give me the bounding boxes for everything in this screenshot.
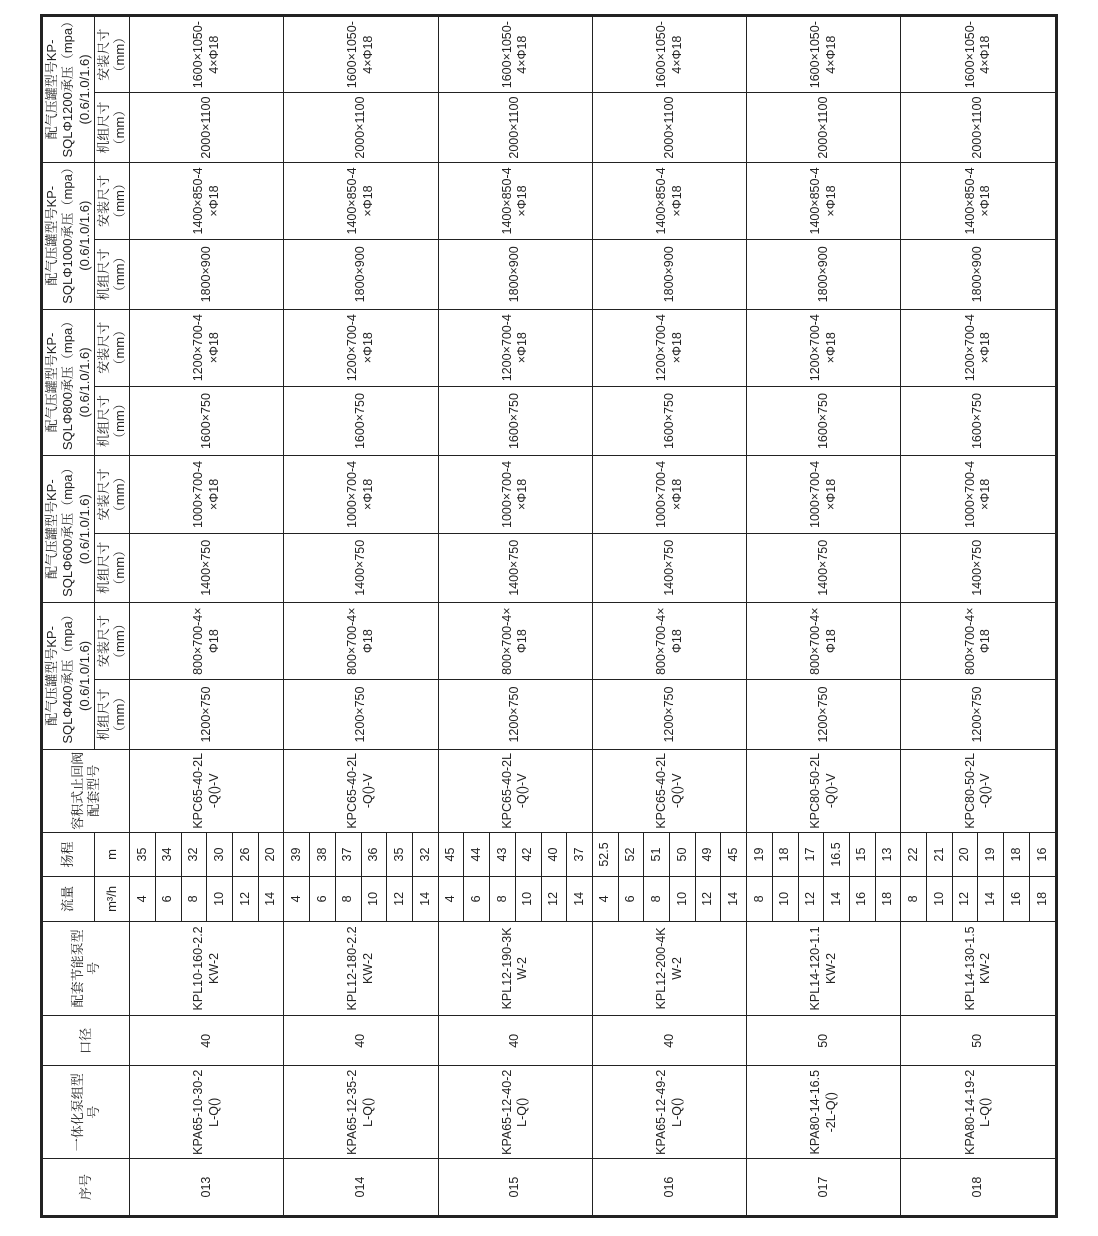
flow-cell: 14 (721, 877, 747, 921)
flow-cell: 6 (464, 877, 490, 921)
flow-cell: 16 (849, 877, 875, 921)
pump-model-cell: KPA80-14-16.5-2L-Q() (747, 1066, 901, 1159)
flow-cell: 18 (875, 877, 901, 921)
seq-cell: 013 (130, 1159, 284, 1217)
unit-size-cell: 1600×750 (747, 386, 901, 456)
install-size-cell: 1000×700-4×Φ18 (284, 456, 438, 533)
install-size-cell: 1600×1050-4×Φ18 (747, 16, 901, 93)
table-row (130, 16, 156, 1217)
install-size-cell: 1600×1050-4×Φ18 (284, 16, 438, 93)
flow-cell: 12 (541, 877, 567, 921)
valve-cell: KPC80-50-2L-Q()-V (747, 749, 901, 832)
unit-size-cell: 1800×900 (284, 240, 438, 310)
energy-pump-cell: KPL12-200-4KW-2 (592, 921, 746, 1016)
unit-size-cell: 1600×750 (592, 386, 746, 456)
header-tank-400: 配气压罐型号KP-SQLΦ400承压（mpa）(0.6/1.0/1.6) (42, 603, 95, 750)
unit-size-cell: 1800×900 (130, 240, 284, 310)
header-flow: 流量 (42, 877, 95, 921)
head-cell: 39 (284, 832, 310, 876)
flow-cell: 8 (901, 877, 927, 921)
flow-cell: 6 (310, 877, 336, 921)
install-size-cell: 1000×700-4×Φ18 (901, 456, 1057, 533)
install-size-cell: 1000×700-4×Φ18 (592, 456, 746, 533)
seq-cell: 016 (592, 1159, 746, 1217)
install-size-cell: 800×700-4×Φ18 (284, 603, 438, 680)
caliber-cell: 40 (438, 1016, 592, 1066)
header-seq: 序号 (42, 1159, 130, 1217)
header-install-size: 安装尺寸（mm） (94, 603, 130, 680)
header-head: 扬程 (42, 832, 95, 876)
flow-cell: 14 (412, 877, 438, 921)
header-install-size: 安装尺寸（mm） (94, 16, 130, 93)
header-install-size: 安装尺寸（mm） (94, 456, 130, 533)
flow-cell: 12 (952, 877, 978, 921)
head-cell: 18 (1004, 832, 1030, 876)
head-cell: 26 (233, 832, 259, 876)
install-size-cell: 1600×1050-4×Φ18 (130, 16, 284, 93)
header-unit-size: 机组尺寸（mm） (94, 93, 130, 163)
head-cell: 19 (978, 832, 1004, 876)
seq-cell: 018 (901, 1159, 1057, 1217)
header-tank-600: 配气压罐型号KP-SQLΦ600承压（mpa）(0.6/1.0/1.6) (42, 456, 95, 603)
unit-size-cell: 1800×900 (901, 240, 1057, 310)
head-cell: 30 (207, 832, 233, 876)
pump-spec-table (40, 14, 1058, 1218)
flow-cell: 10 (207, 877, 233, 921)
valve-cell: KPC65-40-2L-Q()-V (438, 749, 592, 832)
flow-cell: 4 (130, 877, 156, 921)
header-unit-size: 机组尺寸（mm） (94, 680, 130, 750)
table-row (438, 16, 464, 1217)
unit-size-cell: 2000×1100 (284, 93, 438, 163)
install-size-cell: 1200×700-4×Φ18 (284, 309, 438, 386)
pump-model-cell: KPA65-12-40-2L-Q() (438, 1066, 592, 1159)
install-size-cell: 800×700-4×Φ18 (747, 603, 901, 680)
table-row (284, 16, 310, 1217)
header-tank-1000: 配气压罐型号KP-SQLΦ1000承压（mpa）(0.6/1.0/1.6) (42, 162, 95, 309)
spec-sheet (40, 14, 1058, 1218)
flow-cell: 14 (824, 877, 850, 921)
head-cell: 40 (541, 832, 567, 876)
header-caliber: 口径 (42, 1016, 130, 1066)
install-size-cell: 1000×700-4×Φ18 (747, 456, 901, 533)
head-cell: 38 (310, 832, 336, 876)
energy-pump-cell: KPL12-190-3KW-2 (438, 921, 592, 1016)
flow-cell: 14 (978, 877, 1004, 921)
unit-size-cell: 1200×750 (747, 680, 901, 750)
head-cell: 50 (670, 832, 696, 876)
install-size-cell: 1400×850-4×Φ18 (592, 162, 746, 239)
install-size-cell: 800×700-4×Φ18 (592, 603, 746, 680)
flow-cell: 12 (387, 877, 413, 921)
unit-size-cell: 1200×750 (592, 680, 746, 750)
install-size-cell: 800×700-4×Φ18 (438, 603, 592, 680)
head-cell: 35 (387, 832, 413, 876)
install-size-cell: 1000×700-4×Φ18 (438, 456, 592, 533)
pump-model-cell: KPA65-12-49-2L-Q() (592, 1066, 746, 1159)
install-size-cell: 800×700-4×Φ18 (901, 603, 1057, 680)
header-valve: 容积式止回阀配套型号 (42, 749, 130, 832)
install-size-cell: 1400×850-4×Φ18 (438, 162, 592, 239)
unit-size-cell: 2000×1100 (438, 93, 592, 163)
unit-size-cell: 2000×1100 (130, 93, 284, 163)
head-cell: 17 (798, 832, 824, 876)
install-size-cell: 1600×1050-4×Φ18 (901, 16, 1057, 93)
head-cell: 15 (849, 832, 875, 876)
head-cell: 34 (155, 832, 181, 876)
head-cell: 16 (1029, 832, 1056, 876)
flow-cell: 18 (1029, 877, 1056, 921)
valve-cell: KPC65-40-2L-Q()-V (592, 749, 746, 832)
pump-model-cell: KPA65-12-35-2L-Q() (284, 1066, 438, 1159)
install-size-cell: 1400×850-4×Φ18 (747, 162, 901, 239)
flow-cell: 10 (772, 877, 798, 921)
head-cell: 51 (644, 832, 670, 876)
flow-cell: 8 (644, 877, 670, 921)
head-cell: 43 (490, 832, 516, 876)
unit-size-cell: 1400×750 (284, 533, 438, 603)
unit-size-cell: 1800×900 (592, 240, 746, 310)
unit-size-cell: 1200×750 (130, 680, 284, 750)
head-cell: 45 (438, 832, 464, 876)
flow-cell: 6 (155, 877, 181, 921)
flow-cell: 12 (695, 877, 721, 921)
rotated-table-frame (40, 14, 1058, 1218)
flow-cell: 10 (361, 877, 387, 921)
header-unit-size: 机组尺寸（mm） (94, 386, 130, 456)
header-unit-size: 机组尺寸（mm） (94, 240, 130, 310)
unit-size-cell: 1800×900 (438, 240, 592, 310)
head-cell: 20 (952, 832, 978, 876)
energy-pump-cell: KPL14-130-1.5KW-2 (901, 921, 1057, 1016)
header-row-main (42, 16, 95, 1217)
caliber-cell: 40 (592, 1016, 746, 1066)
head-cell: 13 (875, 832, 901, 876)
install-size-cell: 1200×700-4×Φ18 (130, 309, 284, 386)
flow-cell: 12 (233, 877, 259, 921)
install-size-cell: 1400×850-4×Φ18 (901, 162, 1057, 239)
flow-cell: 10 (927, 877, 953, 921)
head-cell: 42 (515, 832, 541, 876)
head-cell: 45 (721, 832, 747, 876)
install-size-cell: 1200×700-4×Φ18 (747, 309, 901, 386)
install-size-cell: 1000×700-4×Φ18 (130, 456, 284, 533)
energy-pump-cell: KPL14-120-1.1KW-2 (747, 921, 901, 1016)
flow-cell: 6 (618, 877, 644, 921)
head-cell: 49 (695, 832, 721, 876)
energy-pump-cell: KPL10-160-2.2KW-2 (130, 921, 284, 1016)
seq-cell: 017 (747, 1159, 901, 1217)
header-tank-1200: 配气压罐型号KP-SQLΦ1200承压（mpa）(0.6/1.0/1.6) (42, 16, 95, 163)
caliber-cell: 50 (747, 1016, 901, 1066)
flow-cell: 16 (1004, 877, 1030, 921)
unit-size-cell: 1400×750 (747, 533, 901, 603)
flow-cell: 14 (258, 877, 284, 921)
header-flow-unit: m³/h (94, 877, 130, 921)
head-cell: 16.5 (824, 832, 850, 876)
header-head-unit: m (94, 832, 130, 876)
flow-cell: 10 (670, 877, 696, 921)
head-cell: 20 (258, 832, 284, 876)
flow-cell: 10 (515, 877, 541, 921)
pump-model-cell: KPA65-10-30-2L-Q() (130, 1066, 284, 1159)
unit-size-cell: 1400×750 (592, 533, 746, 603)
header-pump-model: 一体化泵组型号 (42, 1066, 130, 1159)
unit-size-cell: 2000×1100 (747, 93, 901, 163)
caliber-cell: 50 (901, 1016, 1057, 1066)
header-install-size: 安装尺寸（mm） (94, 162, 130, 239)
flow-cell: 14 (567, 877, 593, 921)
head-cell: 52.5 (592, 832, 618, 876)
unit-size-cell: 1400×750 (438, 533, 592, 603)
valve-cell: KPC65-40-2L-Q()-V (284, 749, 438, 832)
head-cell: 44 (464, 832, 490, 876)
unit-size-cell: 1600×750 (901, 386, 1057, 456)
head-cell: 36 (361, 832, 387, 876)
unit-size-cell: 2000×1100 (901, 93, 1057, 163)
head-cell: 37 (567, 832, 593, 876)
unit-size-cell: 1400×750 (130, 533, 284, 603)
flow-cell: 4 (284, 877, 310, 921)
valve-cell: KPC80-50-2L-Q()-V (901, 749, 1057, 832)
head-cell: 37 (335, 832, 361, 876)
head-cell: 52 (618, 832, 644, 876)
flow-cell: 4 (438, 877, 464, 921)
install-size-cell: 1600×1050-4×Φ18 (592, 16, 746, 93)
head-cell: 21 (927, 832, 953, 876)
seq-cell: 014 (284, 1159, 438, 1217)
flow-cell: 8 (490, 877, 516, 921)
unit-size-cell: 1600×750 (438, 386, 592, 456)
head-cell: 19 (747, 832, 773, 876)
install-size-cell: 1600×1050-4×Φ18 (438, 16, 592, 93)
unit-size-cell: 2000×1100 (592, 93, 746, 163)
head-cell: 32 (412, 832, 438, 876)
unit-size-cell: 1200×750 (438, 680, 592, 750)
pump-model-cell: KPA80-14-19-2L-Q() (901, 1066, 1057, 1159)
header-unit-size: 机组尺寸（mm） (94, 533, 130, 603)
install-size-cell: 800×700-4×Φ18 (130, 603, 284, 680)
install-size-cell: 1400×850-4×Φ18 (130, 162, 284, 239)
caliber-cell: 40 (284, 1016, 438, 1066)
unit-size-cell: 1600×750 (284, 386, 438, 456)
valve-cell: KPC65-40-2L-Q()-V (130, 749, 284, 832)
flow-cell: 8 (335, 877, 361, 921)
header-tank-800: 配气压罐型号KP-SQLΦ800承压（mpa）(0.6/1.0/1.6) (42, 309, 95, 456)
unit-size-cell: 1400×750 (901, 533, 1057, 603)
unit-size-cell: 1200×750 (901, 680, 1057, 750)
unit-size-cell: 1200×750 (284, 680, 438, 750)
head-cell: 35 (130, 832, 156, 876)
table-body (130, 16, 1057, 1217)
table-row (592, 16, 618, 1217)
install-size-cell: 1200×700-4×Φ18 (901, 309, 1057, 386)
head-cell: 32 (181, 832, 207, 876)
head-cell: 22 (901, 832, 927, 876)
caliber-cell: 40 (130, 1016, 284, 1066)
flow-cell: 12 (798, 877, 824, 921)
unit-size-cell: 1800×900 (747, 240, 901, 310)
flow-cell: 8 (747, 877, 773, 921)
header-install-size: 安装尺寸（mm） (94, 309, 130, 386)
table-row (901, 16, 927, 1217)
header-energy-pump: 配套节能泵型号 (42, 921, 130, 1016)
install-size-cell: 1400×850-4×Φ18 (284, 162, 438, 239)
flow-cell: 4 (592, 877, 618, 921)
energy-pump-cell: KPL12-180-2.2KW-2 (284, 921, 438, 1016)
seq-cell: 015 (438, 1159, 592, 1217)
table-row (747, 16, 773, 1217)
flow-cell: 8 (181, 877, 207, 921)
install-size-cell: 1200×700-4×Φ18 (592, 309, 746, 386)
install-size-cell: 1200×700-4×Φ18 (438, 309, 592, 386)
unit-size-cell: 1600×750 (130, 386, 284, 456)
head-cell: 18 (772, 832, 798, 876)
